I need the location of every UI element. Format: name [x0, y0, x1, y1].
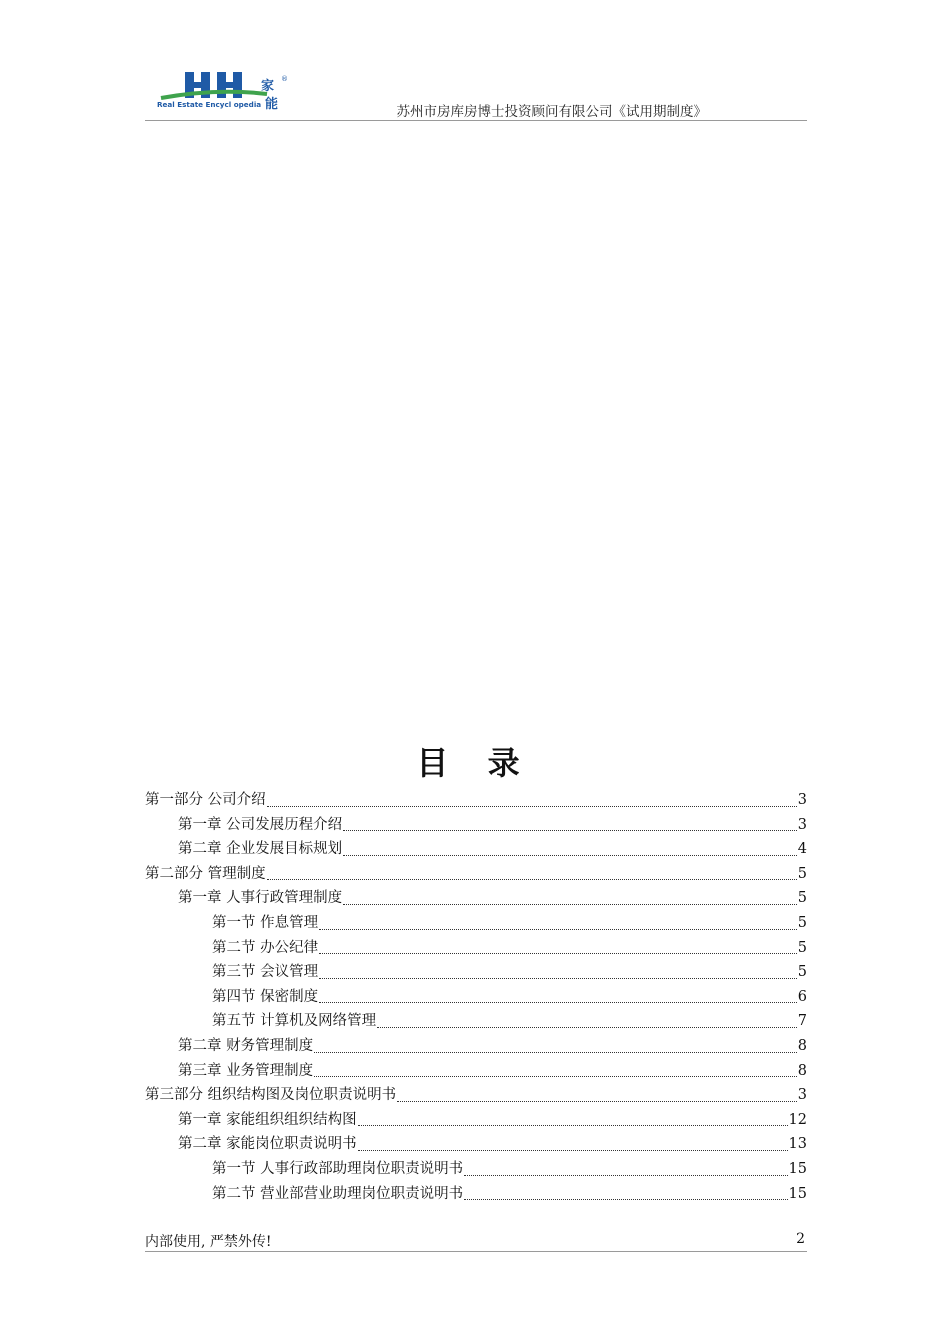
toc-entry[interactable] [145, 1157, 807, 1182]
toc-entry-label: 第三节 会议管理 [212, 964, 319, 981]
toc-entry[interactable] [145, 788, 807, 813]
toc-entry[interactable] [145, 1182, 807, 1207]
toc-entry-page: 5 [797, 914, 807, 931]
toc-entry-label: 第二章 企业发展目标规划 [178, 841, 343, 858]
toc-dot-leader [267, 878, 797, 880]
toc-entry-page: 8 [797, 1062, 807, 1079]
toc-entry-page: 3 [797, 816, 807, 833]
logo-registered-mark: ® [281, 75, 288, 83]
toc-entry-page: 7 [797, 1013, 807, 1030]
toc-entry-label: 第四节 保密制度 [212, 988, 319, 1005]
toc-entry-page: 5 [797, 964, 807, 981]
toc-dot-leader [464, 1198, 787, 1200]
toc-entry-page: 8 [797, 1037, 807, 1054]
toc-entry[interactable] [145, 837, 807, 862]
toc-entry-label: 第三章 业务管理制度 [178, 1062, 314, 1079]
toc-dot-leader [267, 805, 797, 807]
toc-entry-label: 第一部分 公司介绍 [145, 792, 266, 808]
toc-entry-page: 15 [788, 1160, 807, 1177]
toc-dot-leader [358, 1124, 788, 1126]
toc-entry-label: 第二节 营业部营业助理岗位职责说明书 [212, 1185, 464, 1202]
toc-entry-page: 3 [797, 1087, 807, 1104]
toc-dot-leader [319, 977, 797, 979]
toc-entry-label: 第二章 家能岗位职责说明书 [178, 1136, 357, 1153]
toc-entry-label: 第一节 人事行政部助理岗位职责说明书 [212, 1160, 464, 1177]
toc-entry[interactable] [145, 1083, 807, 1108]
header-title: 苏州市房库房博士投资顾问有限公司《试用期制度》 [396, 104, 707, 120]
toc-entry-label: 第二节 办公纪律 [212, 939, 319, 956]
toc-entry[interactable] [145, 1059, 807, 1084]
toc-dot-leader [343, 903, 797, 905]
toc-entry[interactable] [145, 960, 807, 985]
toc-dot-leader [343, 854, 797, 856]
logo-en-text: Real Estate Encycl opedia [157, 100, 262, 109]
toc-entry-label: 第一节 作息管理 [212, 914, 319, 931]
page-header [145, 70, 807, 121]
toc-entry[interactable] [145, 813, 807, 838]
toc-dot-leader [314, 1075, 797, 1077]
toc-entry-label: 第二章 财务管理制度 [178, 1037, 314, 1054]
toc-entry-label: 第五节 计算机及网络管理 [212, 1013, 377, 1030]
toc-entry[interactable] [145, 985, 807, 1010]
toc-entry-page: 4 [797, 841, 807, 858]
toc-entry-page: 15 [788, 1185, 807, 1202]
logo-cn-bottom: 能 [265, 97, 279, 112]
toc-dot-leader [358, 1149, 788, 1151]
page-footer [145, 1225, 807, 1252]
toc-dot-leader [314, 1051, 797, 1053]
toc-entry-label: 第二部分 管理制度 [145, 865, 266, 882]
toc-entry[interactable] [145, 1132, 807, 1157]
footer-page-number: 2 [796, 1231, 805, 1247]
toc-dot-leader [319, 952, 797, 954]
toc-dot-leader [319, 1001, 797, 1003]
toc-entry[interactable] [145, 1034, 807, 1059]
toc-dot-leader [343, 829, 797, 831]
toc-entry-label: 第三部分 组织结构图及岗位职责说明书 [145, 1087, 397, 1104]
toc-entry[interactable] [145, 1108, 807, 1133]
logo-cn-top: 家 [261, 79, 275, 94]
toc-dot-leader [464, 1174, 787, 1176]
toc-entry-page: 13 [788, 1136, 807, 1153]
toc-entry[interactable] [145, 936, 807, 961]
toc-dot-leader [319, 928, 797, 930]
toc-entry[interactable] [145, 886, 807, 911]
toc-entry[interactable] [145, 862, 807, 887]
toc-title: 目 录 [416, 744, 534, 782]
toc-entry-label: 第一章 人事行政管理制度 [178, 890, 343, 907]
table-of-contents [145, 788, 807, 1206]
toc-entry-page: 5 [797, 890, 807, 907]
toc-entry-page: 6 [797, 988, 807, 1005]
toc-entry-page: 5 [797, 865, 807, 882]
toc-entry[interactable] [145, 911, 807, 936]
company-logo [157, 70, 297, 115]
toc-dot-leader [377, 1026, 797, 1028]
toc-entry-label: 第一章 公司发展历程介绍 [178, 816, 343, 833]
toc-entry-page: 5 [797, 939, 807, 956]
footer-notice: 内部使用, 严禁外传! [145, 1234, 272, 1250]
toc-dot-leader [397, 1100, 797, 1102]
toc-entry[interactable] [145, 1009, 807, 1034]
toc-entry-label: 第一章 家能组织组织结构图 [178, 1111, 357, 1128]
toc-entry-page: 3 [797, 792, 807, 808]
toc-entry-page: 12 [788, 1111, 807, 1128]
